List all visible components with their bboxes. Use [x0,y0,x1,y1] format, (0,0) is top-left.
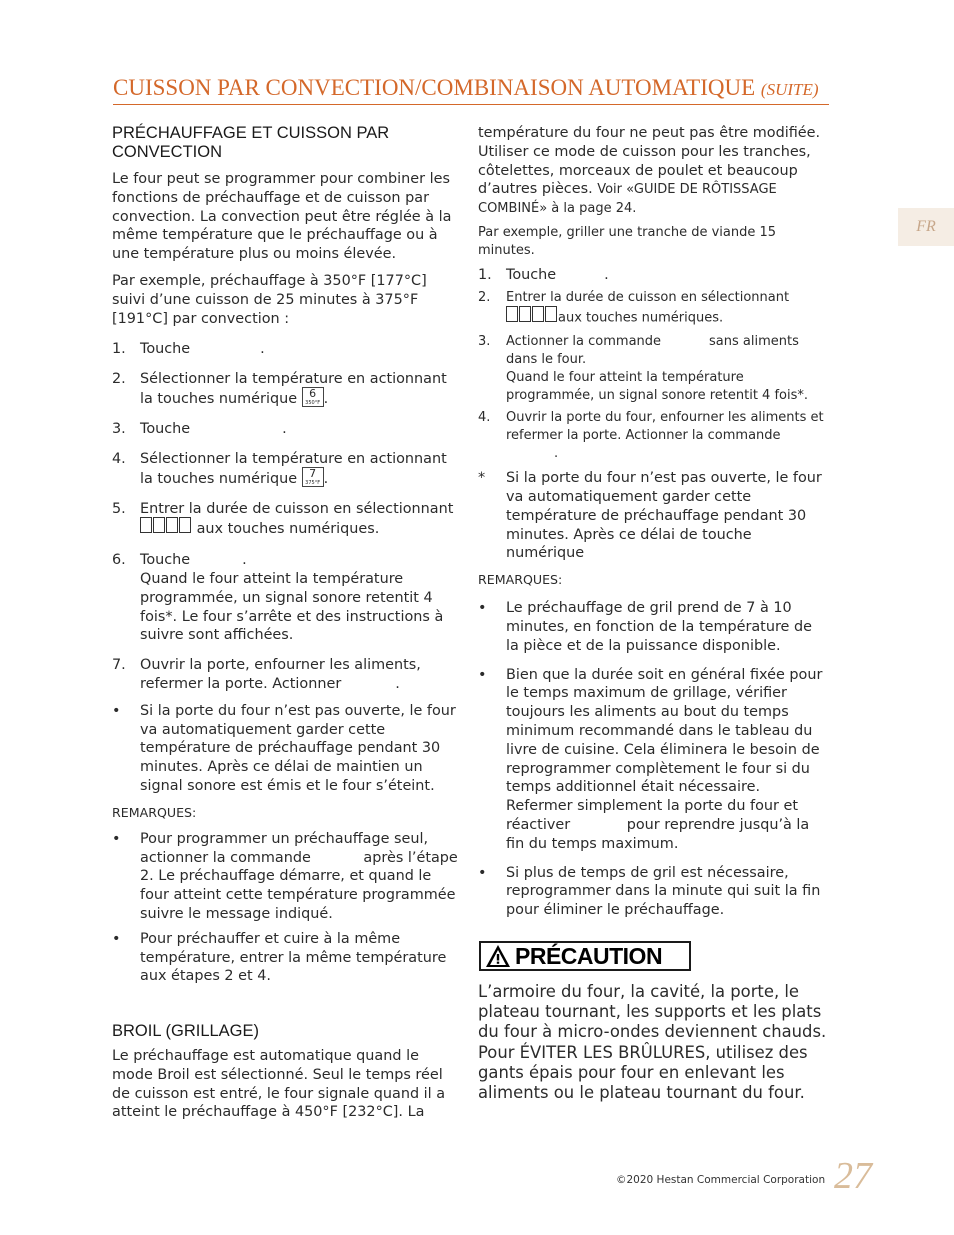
remark-1 [112,830,464,924]
step-number: 2. [112,371,126,388]
step-tail: . [282,420,287,437]
step-number: 1. [112,341,126,358]
caution-label: PRÉCAUTION [515,942,663,969]
step-text: Sélectionner la température en actionnant la touches numérique [140,450,447,487]
broil-step-2 [478,289,824,329]
step-tail: . [604,267,609,284]
step-number: 1. [478,267,492,284]
step-extra: Quand le four atteint la température programmée, un signal sonore retentit 4 fois*. Le four s’arrête et des instructions à suivre sont affichées. [140,570,444,644]
bullet-icon: • [478,600,487,617]
step-number: 3. [478,334,491,350]
bullet-icon: • [112,830,121,847]
intro-paragraph: Le four peut se programmer pour combiner les fonctions de préchauffage et de cuisson par convection. La convection peut être réglée à la même température que le préchauffage ou à une température plus ou moins élevée. [112,171,452,263]
title-text: CUISSON PAR CONVECTION/COMBINAISON AUTOMATIQUE [113,75,756,100]
step-text: Ouvrir la porte, enfourner les aliments, refermer la porte. Actionner [140,657,421,692]
step-number: 4. [478,410,491,426]
time-entry-boxes-icon [506,306,558,328]
remark-text: Pour préchauffer et cuire à la même température, entrer la même température aux étapes 2 et 4. [140,930,447,985]
remark-text: Le préchauffage de gril prend de 7 à 10 minutes, en fonction de la température de la pièce et de la puissance disponible. [506,600,812,654]
step-number: 2. [478,290,491,306]
continued-paragraph [478,124,824,218]
remark-text: Bien que la durée soit en général fixée pour le temps maximum de grillage, vérifier toujours les aliments au bout du temps minimum recommandé dans le tableau du livre de cuisine. Cela éliminera le besoin de reprogrammer complètement le four si du temps additionnel était nécessaire. Refermer simplement la porte du four et réactiver [506,666,823,833]
key-digit: 7 [309,466,317,480]
note-text: Si la porte du four n’est pas ouverte, le four va automatiquement garder cette température de préchauffage pendant 30 minutes. Après ce délai de touche numérique [506,470,822,562]
star-note [112,702,464,796]
broil-paragraph: Le préchauffage est automatique quand le mode Broil est sélectionné. Seul le temps réel de cuisson est entré, le four signale quand il a atteint le préchauffage à 450°F [232°C]. La [112,1048,446,1121]
left-column [112,124,464,1122]
step-text: Entrer la durée de cuisson en sélectionnant [140,500,454,517]
page-title [113,74,829,105]
step-3 [112,420,464,439]
broil-star-note [478,469,824,563]
remark-text-tail: pour reprendre jusqu’à la fin du temps maximum. [506,816,810,852]
time-entry-boxes-icon [140,517,192,539]
step-1 [112,340,464,359]
bullet-icon: • [112,930,121,947]
remarks-label: REMARQUES: [112,804,197,820]
key-7-icon [302,467,324,487]
bullet-icon: • [112,702,121,719]
step-number: 4. [112,450,126,467]
remark-2 [112,930,464,986]
broil-example: Par exemple, griller une tranche de viande 15 minutes. [478,225,777,259]
step-tail: . [395,675,400,692]
step-text: Actionner la commande [506,334,662,350]
step-text: Touche [140,552,191,569]
key-6-icon [302,387,324,407]
bullet-icon: • [478,864,487,881]
caution-text: L’armoire du four, la cavité, la porte, le plateau tournant, les supports et les plats du four à micro-ondes deviennent chauds. Pour ÉVITER LES BRÛLURES, utilisez des gants épais pour four en enlevant les aliments ou le plateau tournant du four. [478,982,827,1103]
step-tail: . [323,470,329,487]
step-text: Touche [506,267,557,284]
broil-remark-2 [478,666,824,854]
bullet-icon: • [478,666,487,683]
step-tail: aux touches numériques. [196,521,380,538]
step-tail: . [323,390,329,407]
step-4 [112,450,464,489]
title-suite: (SUITE) [760,80,819,99]
language-tab: FR [898,208,954,246]
remark-text: Pour programmer un préchauffage seul, actionner la commande [140,830,429,866]
step-6 [112,551,464,645]
page-number: 27 [834,1155,872,1197]
step-tail: . [242,552,247,569]
step-number: 7. [112,657,126,674]
remark-text: Si plus de temps de gril est nécessaire, reprogrammer dans la minute qui suit la fin pour éliminer le préchauffage. [506,864,821,919]
step-text: Sélectionner la température en actionnant la touches numérique [140,371,447,407]
section-heading-preheat: PRÉCHAUFFAGE ET CUISSON PAR CONVECTION [112,124,390,161]
warning-triangle-icon [485,943,511,969]
see-reference: Voir «GUIDE DE RÔTISSAGE COMBINÉ» à la page 24. [478,182,777,217]
broil-step-4 [478,409,824,463]
step-text: Touche [140,420,191,437]
step-text: Entrer la durée de cuisson en sélectionnant [506,290,790,306]
key-digit: 6 [309,386,317,400]
step-tail: aux touches numériques. [558,310,724,326]
step-text: Touche [140,341,191,358]
key-subtext: 375°F [305,479,321,486]
remark-text-tail: après l’étape 2. Le préchauffage démarre, et quand le four atteint cette température programmée suivre le message indiqué. [140,849,458,922]
step-tail: . [260,341,265,358]
step-number: 6. [112,552,126,569]
broil-remark-1 [478,599,824,655]
step-2 [112,370,464,409]
remarks-label: REMARQUES: [478,572,563,588]
step-number: 5. [112,500,126,517]
broil-step-3 [478,333,824,405]
key-subtext: 350°F [305,399,321,406]
step-tail: sans aliments dans le four. [506,334,799,368]
step-5 [112,500,464,541]
step-extra: Quand le four atteint la température programmée, un signal sonore retentit 4 fois*. [506,370,809,404]
step-number: 3. [112,420,126,437]
continued-text: température du four ne peut pas être modifiée. Utiliser ce mode de cuisson pour les tranches, côtelettes, morceaux de poulet et beaucoup d’autres pièces. [478,125,821,198]
step-text: Ouvrir la porte du four, enfourner les aliments et refermer la porte. Actionner la commande [506,410,824,444]
caution-banner [479,941,691,971]
right-column [478,124,824,920]
step-7 [112,656,464,694]
section-heading-broil: BROIL (GRILLAGE) [112,1022,260,1041]
example-paragraph: Par exemple, préchauffage à 350°F [177°C] suivi d’une cuisson de 25 minutes à 375°F [191°C] par convection : [112,272,427,327]
step-tail: . [554,446,559,462]
note-text: Si la porte du four n’est pas ouverte, le four va automatiquement garder cette température de préchauffage pendant 30 minutes. Après ce délai de maintien un signal sonore est émis et le four s’éteint. [140,702,456,794]
broil-remark-3 [478,864,824,920]
copyright: ©2020 Hestan Commercial Corporation [616,1174,826,1186]
broil-step-1 [478,266,824,285]
asterisk: * [478,470,486,487]
